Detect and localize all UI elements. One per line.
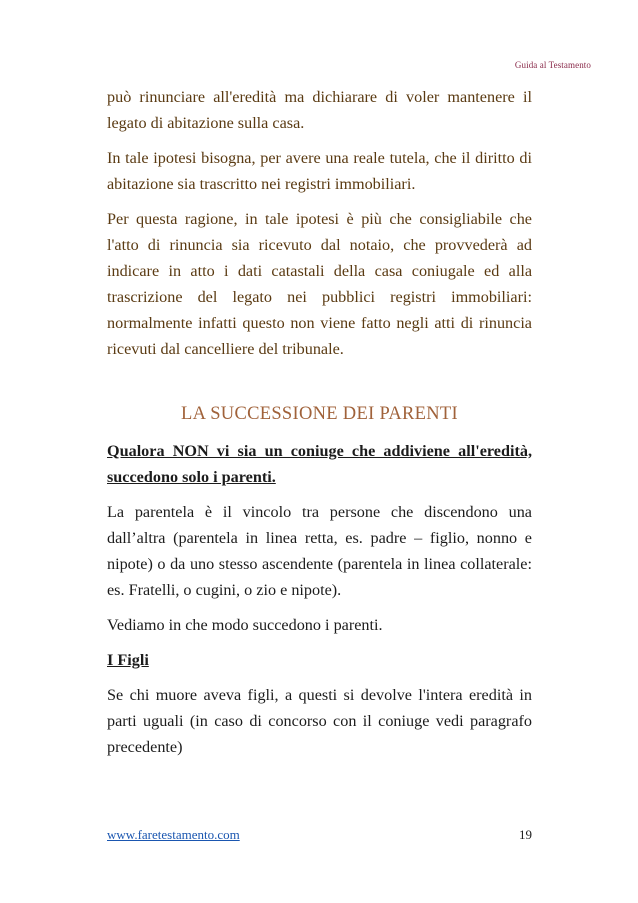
website-link[interactable]: www.faretestamento.com — [107, 827, 240, 842]
page-number: 19 — [519, 827, 532, 842]
paragraph-figli: Se chi muore aveva figli, a questi si devolve l'intera eredità in parti uguali (in caso di concorso con il coniuge vedi paragrafo precedente) — [107, 686, 532, 756]
subheading-figli: I Figli — [107, 651, 149, 669]
paragraph-vediamo: Vediamo in che modo succedono i parenti. — [107, 616, 383, 634]
paragraph-parentela: La parentela è il vincolo tra persone che discendono una dall’altra (parentela in linea retta, es. padre – figlio, nonno e nipote) o da uno stesso ascendente (parentela in linea collaterale: es. Fratelli, o cugini, o zio e nipote). — [107, 503, 532, 599]
running-header: Guida al Testamento — [514, 60, 591, 70]
bold-statement: Qualora NON vi sia un coniuge che addiviene all'eredità, succedono solo i parenti. — [107, 442, 532, 486]
page-body — [107, 84, 532, 769]
paragraph-notaio: Per questa ragione, in tale ipotesi è più che consigliabile che l'atto di rinuncia sia ricevuto dal notaio, che provvederà ad indicare in atto i dati catastali della casa coniugale ed alla trascrizione del legato nei pubblici registri immobiliari: normalmente infatti questo non viene fatto negli atti di rinuncia ricevuti dal cancelliere del tribunale. — [107, 210, 532, 358]
section-title: LA SUCCESSIONE DEI PARENTI — [181, 404, 458, 424]
paragraph-rinuncia: può rinunciare all'eredità ma dichiarare di voler mantenere il legato di abitazione sulla casa. — [107, 88, 532, 132]
paragraph-tutela: In tale ipotesi bisogna, per avere una reale tutela, che il diritto di abitazione sia trascritto nei registri immobiliari. — [107, 149, 532, 193]
